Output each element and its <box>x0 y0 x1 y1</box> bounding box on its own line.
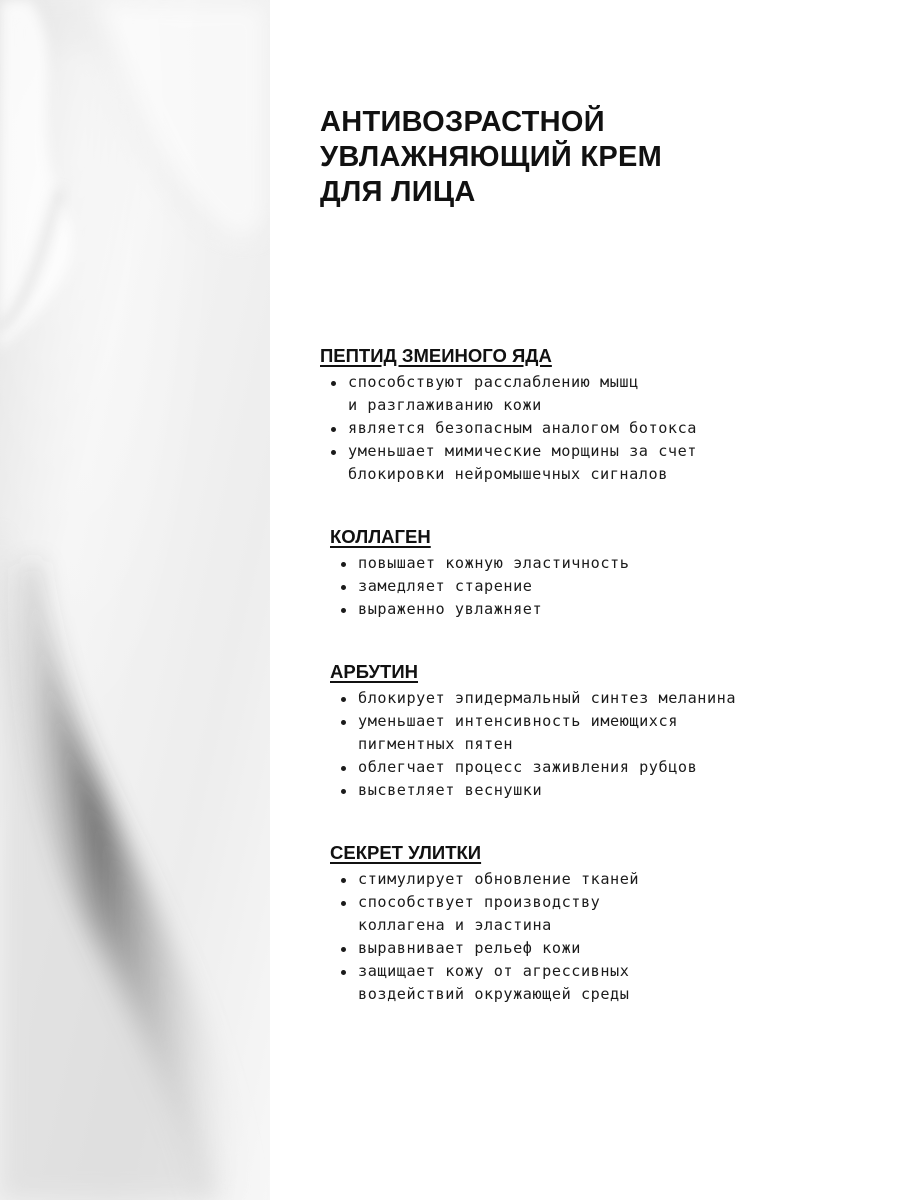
list-item-text: повышает кожную эластичность <box>358 554 630 572</box>
bullet-icon <box>341 947 346 952</box>
cream-texture-image <box>0 0 270 1200</box>
bullet-icon <box>341 970 346 975</box>
title-block <box>320 105 880 210</box>
bullet-icon <box>331 427 336 432</box>
ingredient-benefits-list <box>330 552 890 621</box>
bullet-icon <box>341 878 346 883</box>
product-title-line: ДЛЯ ЛИЦА <box>320 176 476 208</box>
product-title-line: УВЛАЖНЯЮЩИЙ КРЕМ <box>320 141 663 173</box>
list-item-text: блокирует эпидермальный синтез меланина <box>358 689 737 707</box>
ingredient-heading: СЕКРЕТ УЛИТКИ <box>330 842 482 863</box>
list-item-text: выравнивает рельеф кожи <box>358 939 581 957</box>
ingredient-heading: КОЛЛАГЕН <box>330 526 431 547</box>
list-item-text: выраженно увлажняет <box>358 600 543 618</box>
ingredient-section-snake-venom-peptide <box>320 345 880 486</box>
bullet-icon <box>341 901 346 906</box>
ingredient-heading: ПЕПТИД ЗМЕИНОГО ЯДА <box>320 345 552 366</box>
bullet-icon <box>341 697 346 702</box>
list-item-text: воздействий окружающей среды <box>358 985 630 1003</box>
list-item-text: высветляет веснушки <box>358 781 543 799</box>
list-item-text: уменьшает интенсивность имеющихся <box>358 712 678 730</box>
list-item-text: блокировки нейромышечных сигналов <box>348 465 668 483</box>
list-item <box>330 937 890 960</box>
ingredient-benefits-list <box>330 868 890 1006</box>
list-item <box>330 779 890 802</box>
ingredient-section-snail-secretion <box>330 842 890 1006</box>
cream-texture-illustration <box>0 0 270 1200</box>
bullet-icon <box>331 450 336 455</box>
list-item <box>330 598 890 621</box>
bullet-icon <box>331 381 336 386</box>
list-item <box>320 440 880 486</box>
list-item-text: облегчает процесс заживления рубцов <box>358 758 698 776</box>
list-item <box>330 868 890 891</box>
bullet-icon <box>341 720 346 725</box>
bullet-icon <box>341 766 346 771</box>
list-item-text: замедляет старение <box>358 577 533 595</box>
list-item-text: защищает кожу от агрессивных <box>358 962 630 980</box>
list-item-text: стимулирует обновление тканей <box>358 870 640 888</box>
list-item-text: уменьшает мимические морщины за счет <box>348 442 697 460</box>
list-item <box>330 960 890 1006</box>
list-item <box>320 371 880 417</box>
list-item <box>320 417 880 440</box>
ingredient-heading: АРБУТИН <box>330 661 419 682</box>
list-item-text: пигментных пятен <box>358 735 514 753</box>
list-item <box>330 710 890 756</box>
list-item <box>330 552 890 575</box>
bullet-icon <box>341 608 346 613</box>
product-title <box>320 105 880 210</box>
list-item-text: способствуют расслаблению мышц <box>348 373 639 391</box>
ingredient-benefits-list <box>330 687 890 802</box>
list-item-text: и разглаживанию кожи <box>348 396 542 414</box>
list-item-text: коллагена и эластина <box>358 916 552 934</box>
list-item <box>330 891 890 937</box>
list-item <box>330 687 890 710</box>
bullet-icon <box>341 562 346 567</box>
list-item <box>330 575 890 598</box>
bullet-icon <box>341 585 346 590</box>
cream-glow <box>0 0 270 1200</box>
ingredient-section-collagen <box>330 526 890 621</box>
list-item-text: является безопасным аналогом ботокса <box>348 419 697 437</box>
list-item-text: способствует производству <box>358 893 601 911</box>
ingredient-section-arbutin <box>330 661 890 802</box>
bullet-icon <box>341 789 346 794</box>
list-item <box>330 756 890 779</box>
product-title-line: АНТИВОЗРАСТНОЙ <box>320 106 605 138</box>
ingredient-benefits-list <box>320 371 880 486</box>
